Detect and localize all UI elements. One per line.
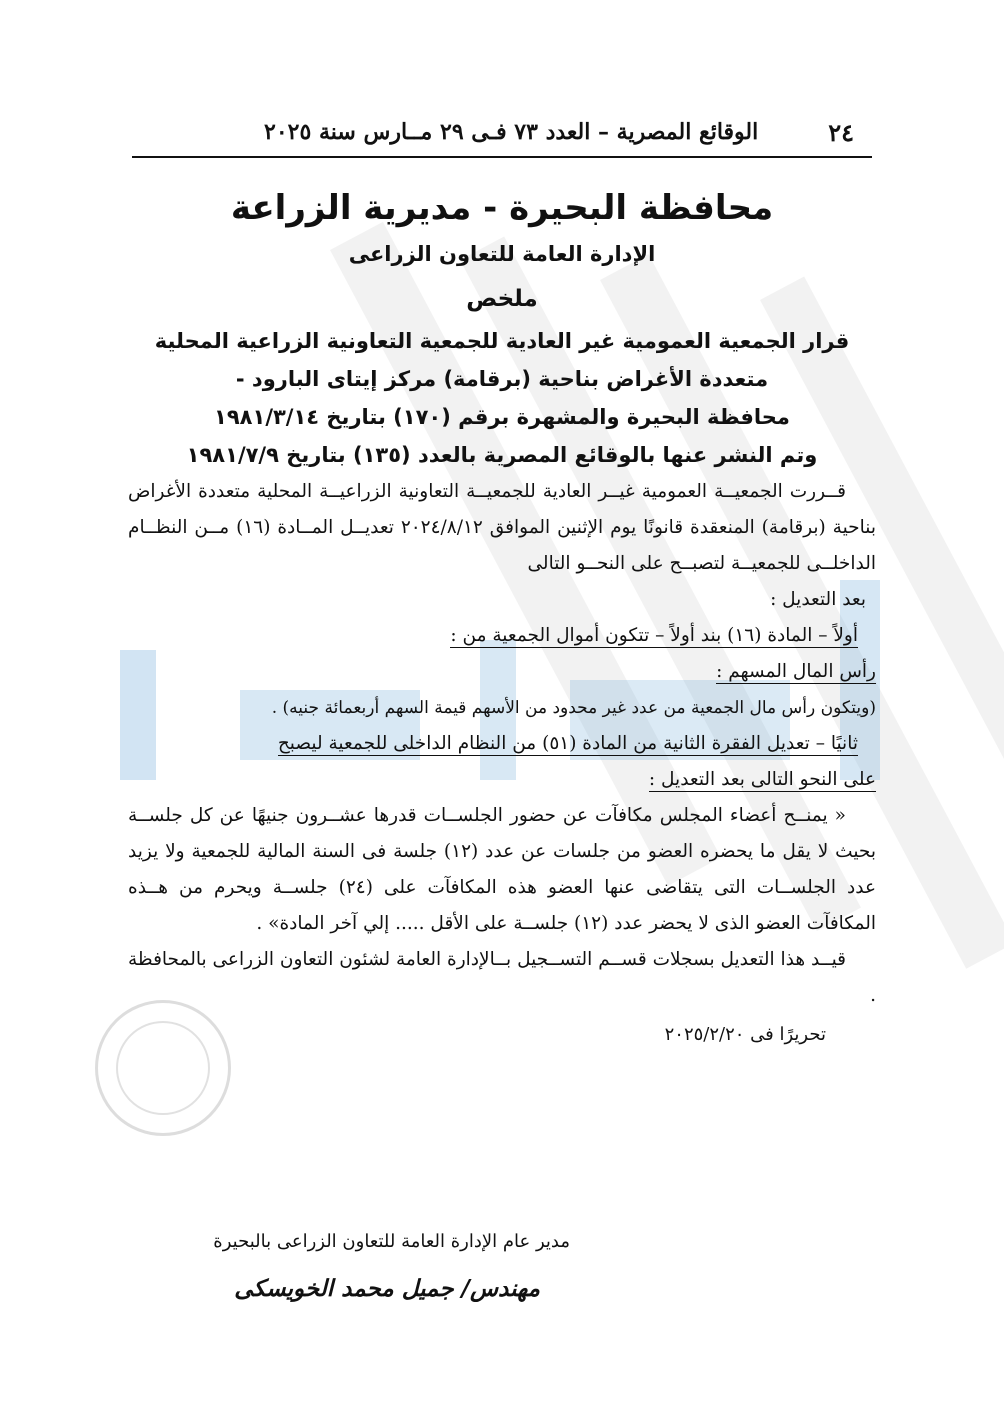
decision-title-line-1: قرار الجمعية العمومية غير العادية للجمعية التعاونية الزراعية المحلية [154,329,850,353]
signatory-title: مدير عام الإدارة العامة للتعاون الزراعى بالبحيرة [213,1231,570,1252]
running-header [132,112,872,152]
second-item-line-1 [128,726,876,762]
capital-label: رأس المال المسهم : [716,661,876,682]
first-item-text: أولاً – المادة (١٦) بند أولاً – تتكون أموال الجمعية من : [450,625,858,646]
capital-label-line [128,654,876,690]
summary-label: ملخص [466,286,538,312]
header-rule [132,156,872,158]
second-item-line-2 [128,762,876,798]
registration-paragraph: قيــد هذا التعديل بسجلات قســم التســجيل بــالإدارة العامة لشئون التعاون الزراعى بالمحافظة . [127,949,876,1006]
decision-title-line-3: محافظة البحيرة والمشهرة برقم (١٧٠) بتاريخ ١٩٨١/٣/١٤ [214,405,790,429]
second-item-text-2: على النحو التالى بعد التعديل : [648,769,876,790]
decision-title-line-4: وتم النشر عنها بالوقائع المصرية بالعدد (١٣٥) بتاريخ ١٩٨١/٧/٩ [186,443,818,467]
signatory-name: مهندس/ جميل محمد الخويسكى [234,1276,540,1302]
signature-block [130,1225,570,1319]
capital-text: (ويتكون رأس مال الجمعية من عدد غير محدود من الأسهم قيمة السهم أربعمائة جنيه) . [271,698,876,718]
second-item-text-1: ثانيًا – تعديل الفقرة الثانية من المادة (٥١) من النظام الداخلى للجمعية ليصبح [277,733,858,754]
main-content [128,180,876,1070]
quote-paragraph: « يمنــح أعضاء المجلس مكافآت عن حضور الجلســات قدرها عشــرون جنيهًا عن كل جلســة بحيث لا يقل ما يحضره العضو من جلسات عن عدد (١٢) جلسة فى السنة المالية للجمعية ولا يزيد عدد الجلســات التى يتقاضى عنها العضو هذه المكافآت على (٢٤) جلســة ويحرم من هــذه المكافآت العضو الذى لا يحضر عدد (١٢) جلســة على الأقل ..... إلي آخر المادة» . [128,805,877,934]
after-amendment-label: بعد التعديل : [770,589,866,610]
department-title: الإدارة العامة للتعاون الزراعى [348,242,656,266]
date-line: تحريرًا فى ٢٠٢٥/٢/٢٠ [664,1024,826,1045]
intro-paragraph: قــررت الجمعيــة العمومية غيــر العادية للجمعيــة التعاونية الزراعيــة المحلية متعددة الأغراض بناحية (برقامة) المنعقدة قانونًا يوم الإثنين الموافق ٢٠٢٤/٨/١٢ تعديــل المــادة (١٦) مــن النظــام الداخلــى للجمعيــة لتصبــح على النحــو التالى [128,481,876,574]
first-item [128,618,876,654]
authority-title: محافظة البحيرة - مديرية الزراعة [230,188,774,228]
gazette-issue-title: الوقائع المصرية – العدد ٧٣ فـى ٢٩ مــارس سنة ٢٠٢٥ [264,119,759,145]
page-number: ٢٤ [828,117,854,147]
decision-title-line-2: متعددة الأغراض بناحية (برقامة) مركز إيتاى البارود - [235,367,769,391]
